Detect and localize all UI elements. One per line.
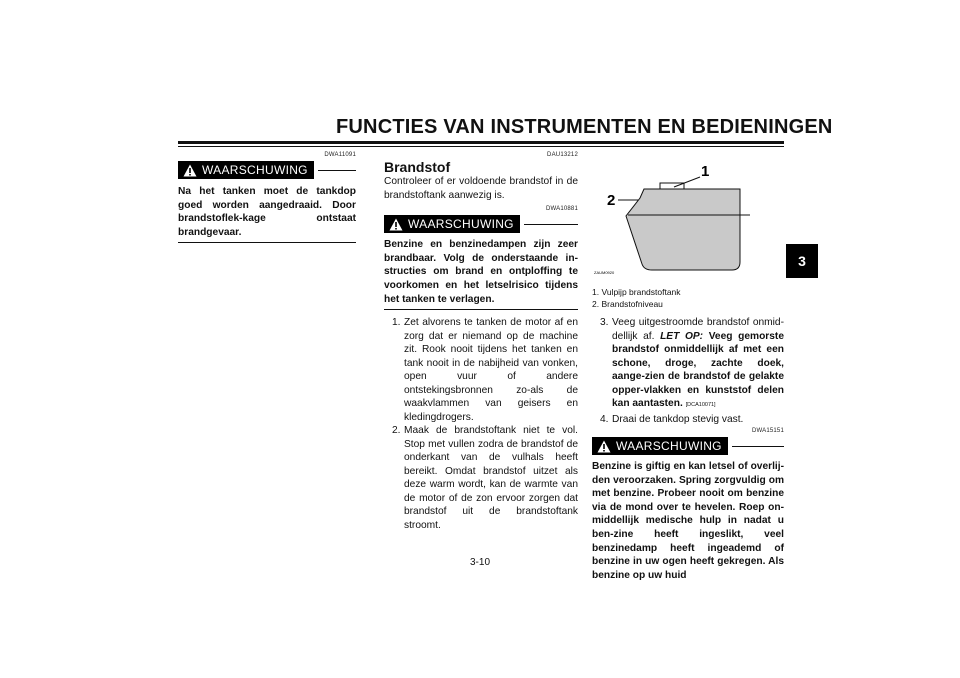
header-rule-thin xyxy=(178,146,784,147)
step-text: Zet alvorens te tanken de motor af en zorg dat er niemand op de machine zit. Rook nooit tijdens het tanken en tank nooit in de nabijheid van vonken, open vuur of andere ontstekingsbronnen zo-als de waakvlammen van geisers en kledingdrogers. xyxy=(404,317,578,423)
notice-code: [DCA10071] xyxy=(685,402,716,408)
warning-code: DWA10881 xyxy=(545,206,578,213)
list-item xyxy=(392,424,578,532)
warning-label: WAARSCHUWING xyxy=(202,163,308,177)
warning-triangle-icon xyxy=(389,218,403,231)
caption-item xyxy=(592,287,784,299)
section-title: Brandstof xyxy=(384,159,451,175)
column-2 xyxy=(384,152,578,532)
list-item xyxy=(600,413,784,427)
warning-badge xyxy=(592,437,728,455)
warning-code: DWA15151 xyxy=(751,428,784,434)
warning-header xyxy=(592,437,784,455)
chapter-tab[interactable]: 3 xyxy=(786,244,818,278)
callout-2: 2 xyxy=(607,192,616,209)
warning-badge xyxy=(384,215,520,233)
page-title: FUNCTIES VAN INSTRUMENTEN EN BEDIENINGEN xyxy=(336,116,833,138)
column-1 xyxy=(178,152,356,243)
warning-code: DWA11091 xyxy=(324,152,356,158)
caption-text: Brandstofniveau xyxy=(601,298,663,309)
column-3 xyxy=(592,160,784,582)
warning-triangle-icon xyxy=(183,164,197,177)
warning-rule xyxy=(318,170,356,171)
step-number: 2. xyxy=(392,425,401,437)
steps-list xyxy=(592,316,784,426)
notice-text: Veeg gemorste brandstof onmiddellijk af met een schone, droge, zachte doek, aange-zien de brandstof de gelakte opper-vlakken en kunststof delen kan aantasten. xyxy=(612,330,784,409)
steps-list xyxy=(384,316,578,532)
caption-number: 1. xyxy=(592,287,600,297)
step-text: Draai de tankdop stevig vast. xyxy=(612,413,744,425)
warning-end-rule xyxy=(384,309,578,310)
fuel-tank-body xyxy=(626,189,740,270)
warning-end-rule xyxy=(178,242,356,243)
step-text xyxy=(612,316,784,413)
caption-text: Vulpijp brandstoftank xyxy=(601,287,681,297)
section-intro: Controleer of er voldoende brandstof in de brandstoftank aanwezig is. xyxy=(384,176,578,201)
warning-text: Benzine is giftig en kan letsel of overlij-den veroorzaken. Spring zorgvuldig om met benzine. Probeer nooit om benzine via de mond over te hevelen. Roep on-middellijk medische hulp in nadat u ben-zine heeft ingeslikt, veel benzinedamp heeft ingeademd of benzine in uw ogen heeft gekregen. Als benzine op uw huid xyxy=(592,461,784,581)
warning-header xyxy=(178,161,356,179)
caption-item xyxy=(592,299,784,311)
leader-line-1 xyxy=(674,177,700,187)
warning-badge xyxy=(178,161,314,179)
warning-header xyxy=(384,215,578,233)
warning-rule xyxy=(732,446,784,447)
figure-code: ZAUM0920 xyxy=(594,270,615,275)
section-code: DAU13212 xyxy=(547,152,578,158)
fuel-tank-diagram xyxy=(592,160,784,278)
notice-label: LET OP: xyxy=(660,330,704,342)
step-number: 4. xyxy=(600,413,609,425)
warning-text: Na het tanken moet de tankdop goed worden aangedraaid. Door brandstoflek-kage ontstaat brandgevaar. xyxy=(178,186,356,238)
caption-number: 2. xyxy=(592,298,600,309)
warning-text: Benzine en benzinedampen zijn zeer brandbaar. Volg de onderstaande in-structies om brand en ontploffing te voorkomen en het letselrisico tijdens het tanken te verlagen. xyxy=(384,239,578,305)
page-number: 3-10 xyxy=(470,557,491,568)
step-text: Maak de brandstoftank niet te vol. Stop met vullen zodra de brandstof de onderkant van de vulhals heeft bereikt. Omdat brandstof uitzet als deze warm wordt, kan de warmte van de motor of de zon ervoor zorgen dat brandstof uit de brandstoftank stroomt. xyxy=(404,425,578,531)
warning-triangle-icon xyxy=(597,440,611,453)
callout-1: 1 xyxy=(701,163,710,180)
figure-captions xyxy=(592,287,784,310)
step-number: 3. xyxy=(600,317,609,328)
warning-label: WAARSCHUWING xyxy=(408,217,514,232)
list-item xyxy=(600,316,784,413)
step-number: 1. xyxy=(392,317,401,329)
warning-label: WAARSCHUWING xyxy=(616,439,722,453)
list-item xyxy=(392,316,578,424)
warning-rule xyxy=(524,224,578,225)
step-plain-text: Veeg uitgestroomde brandstof onmid-dellijk af. xyxy=(612,317,784,342)
header-rule-thick xyxy=(178,141,784,144)
